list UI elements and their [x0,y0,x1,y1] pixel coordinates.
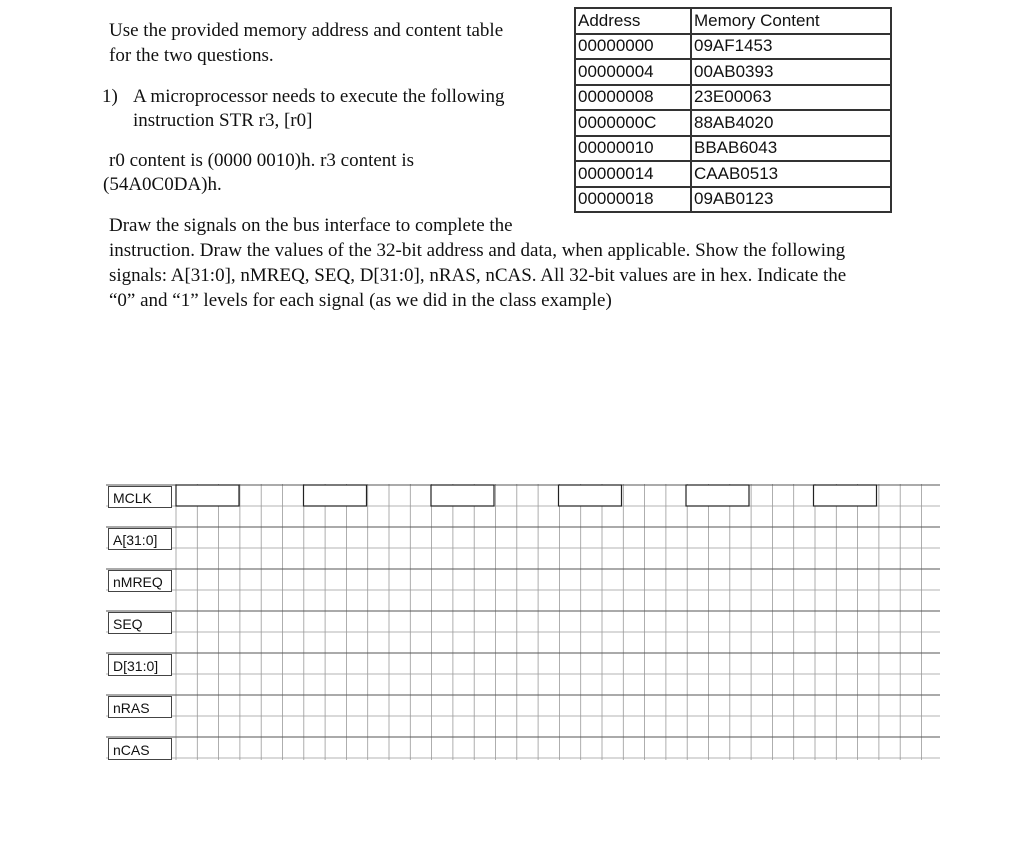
signal-label-address: A[31:0] [108,528,172,550]
clock-pulse [176,485,239,506]
content-cell: 09AB0123 [691,187,891,213]
content-cell: 09AF1453 [691,34,891,60]
signal-label-data: D[31:0] [108,654,172,676]
grid-lines [106,484,940,760]
draw-line-2: instruction. Draw the values of the 32-bit address and data, when applicable. Show the following [109,240,846,261]
table-row [575,110,891,136]
signal-label-ncas: nCAS [108,738,172,760]
content-cell: 00AB0393 [691,59,891,85]
memory-table-header [575,8,891,34]
clock-pulse [431,485,494,506]
clock-pulse [814,485,877,506]
timing-diagram-grid [106,484,940,760]
clock-pulse [304,485,367,506]
draw-line-3: signals: A[31:0], nMREQ, SEQ, D[31:0], nRAS, nCAS. All 32-bit values are in hex. Indicate the [109,265,847,286]
clock-pulses [176,485,877,506]
table-row [575,59,891,85]
content-cell: 23E00063 [691,85,891,111]
content-cell: BBAB6043 [691,136,891,162]
address-cell: 00000004 [575,59,691,85]
table-row [575,161,891,187]
signal-label-nmreq: nMREQ [108,570,172,592]
signal-label-seq: SEQ [108,612,172,634]
draw-line-4: “0” and “1” levels for each signal (as we did in the class example) [109,290,612,311]
table-row [575,136,891,162]
table-row [575,85,891,111]
address-cell: 00000018 [575,187,691,213]
address-cell: 00000010 [575,136,691,162]
intro-line-1: Use the provided memory address and content table [109,20,504,41]
memory-table [574,7,892,213]
signal-label-nras: nRAS [108,696,172,718]
question-line-2: instruction STR r3, [r0] [133,110,313,131]
draw-line-1: Draw the signals on the bus interface to complete the [109,215,513,236]
content-cell: CAAB0513 [691,161,891,187]
register-line-2: (54A0C0DA)h. [103,174,222,195]
intro-line-2: for the two questions. [109,45,274,66]
signal-label-mclk: MCLK [108,486,172,508]
address-cell: 0000000C [575,110,691,136]
address-cell: 00000000 [575,34,691,60]
question-number: 1) [102,86,118,107]
header-memory-content: Memory Content [691,8,891,34]
content-cell: 88AB4020 [691,110,891,136]
table-row [575,34,891,60]
clock-pulse [559,485,622,506]
question-line-1: A microprocessor needs to execute the following [133,86,505,107]
table-row [575,187,891,213]
header-address: Address [575,8,691,34]
address-cell: 00000014 [575,161,691,187]
register-line-1: r0 content is (0000 0010)h. r3 content is [109,150,415,171]
address-cell: 00000008 [575,85,691,111]
clock-pulse [686,485,749,506]
